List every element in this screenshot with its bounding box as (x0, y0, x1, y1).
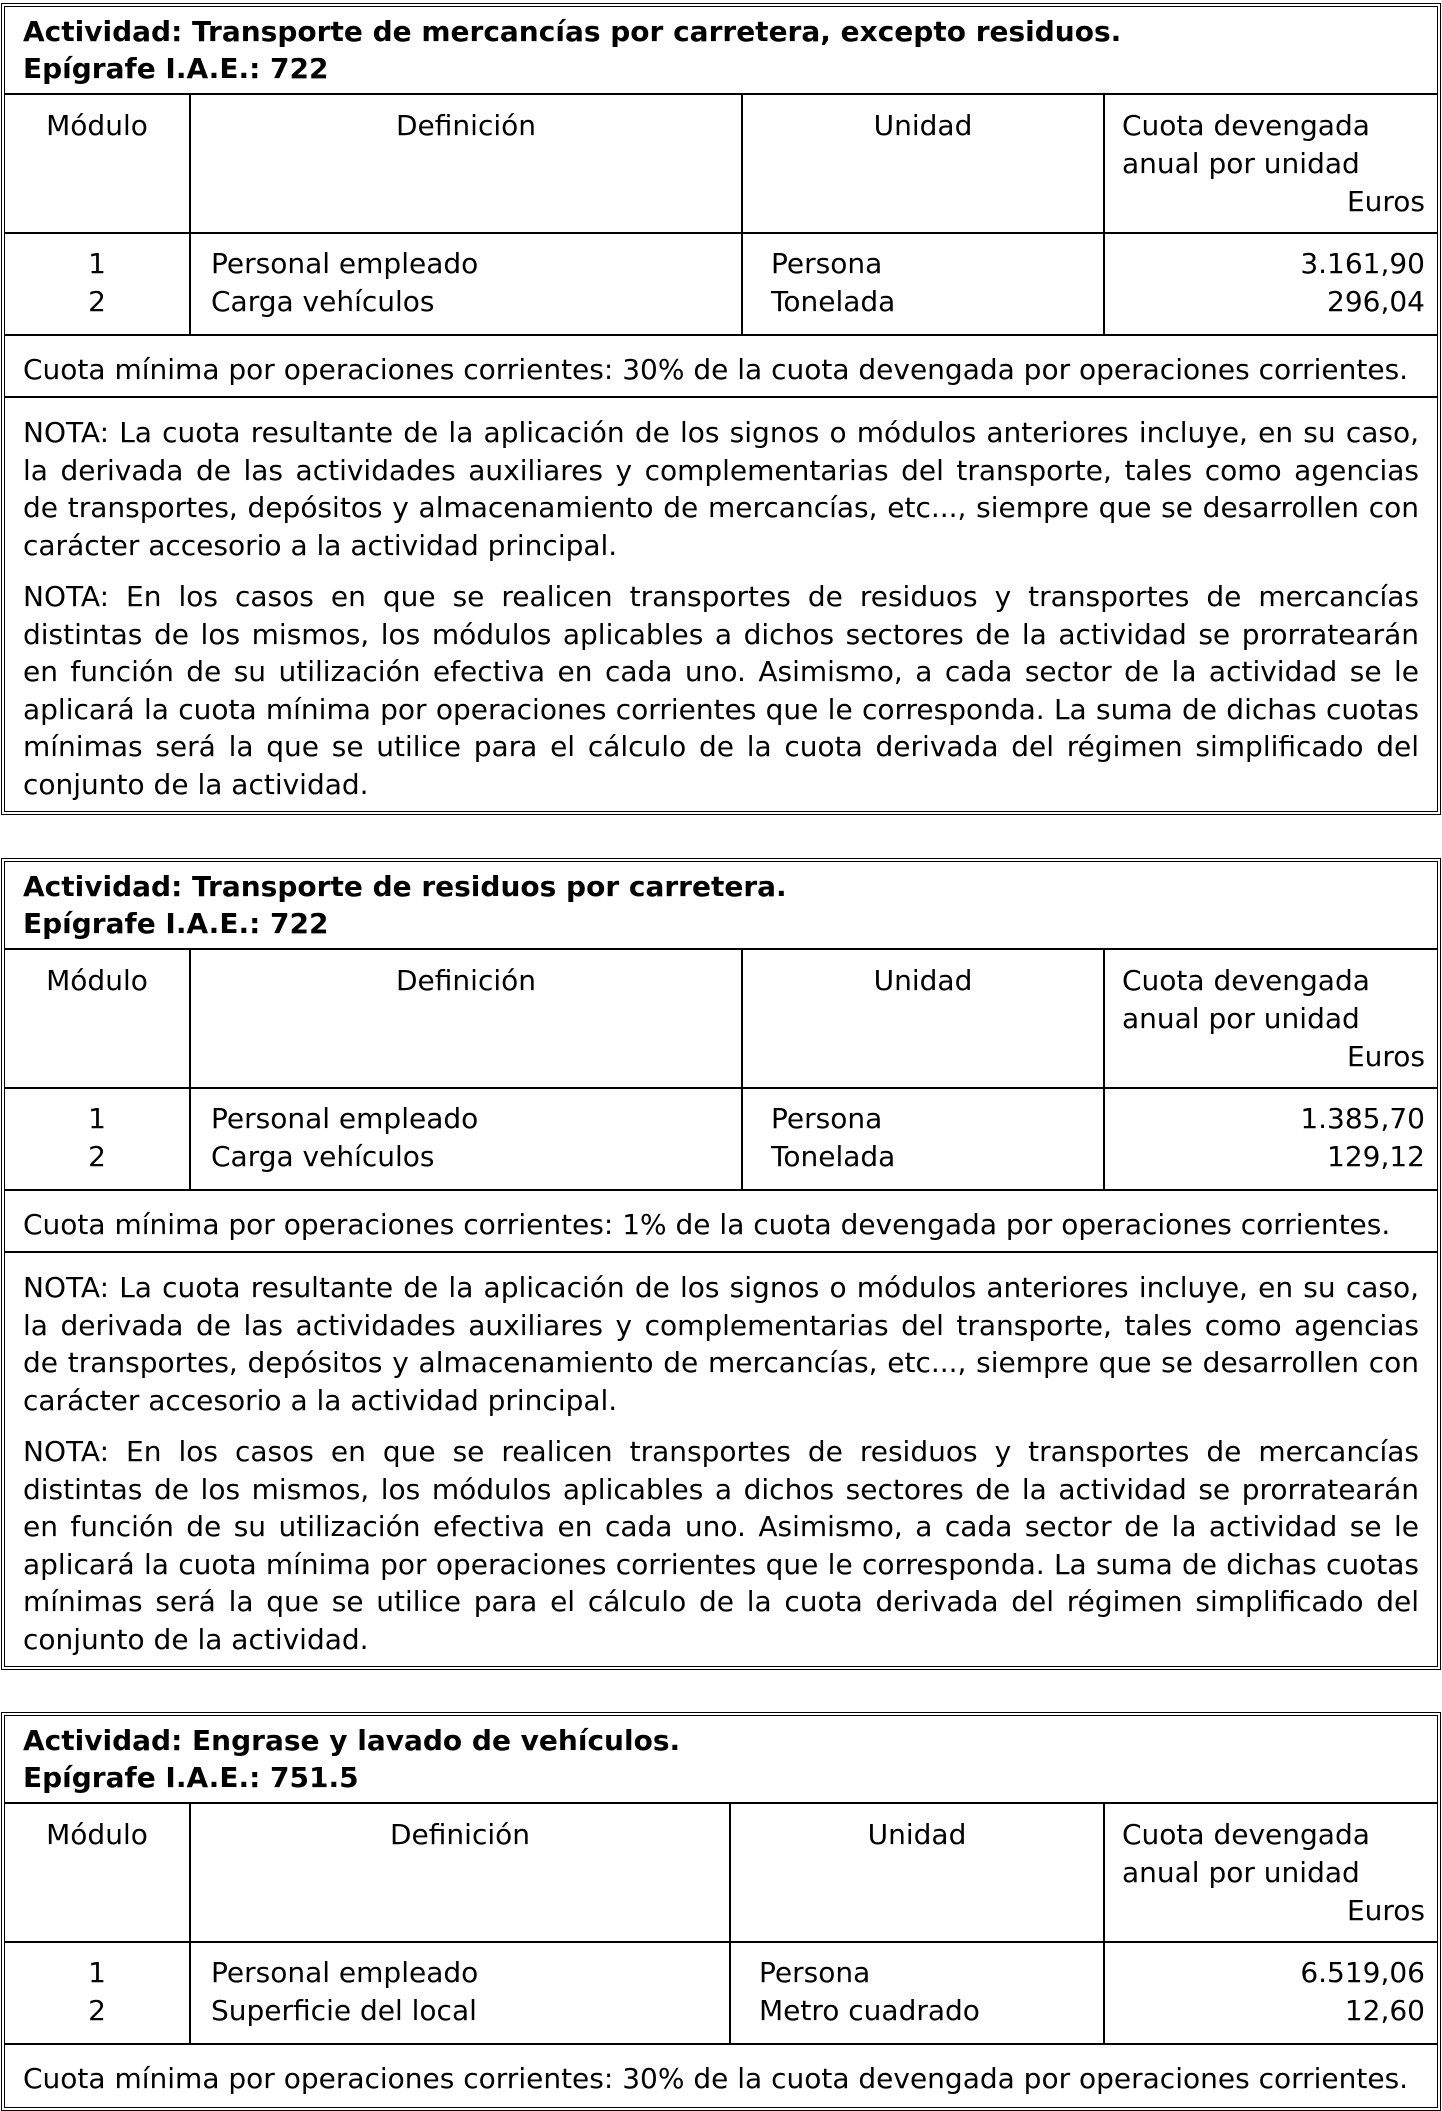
header-unidad: Unidad (743, 950, 1105, 1087)
notes (5, 398, 1437, 811)
unidad-value: Tonelada (771, 1140, 896, 1173)
definicion-value: Carga vehículos (211, 1140, 435, 1173)
activity-table-2 (1, 858, 1441, 1670)
modulo-column (5, 234, 191, 334)
header-cuota-line2: anual por unidad (1122, 147, 1360, 180)
activity-title: Actividad: Transporte de residuos por carretera. (23, 870, 787, 903)
modulo-value: 2 (88, 1140, 106, 1173)
activity-header (5, 862, 1437, 950)
header-unidad: Unidad (731, 1804, 1105, 1941)
activity-table-1 (1, 3, 1441, 815)
note-paragraph: NOTA: La cuota resultante de la aplicación de los signos o módulos anteriores incluye, en su caso, la derivada de las actividades auxiliares y complementarias del transporte, tales como agencias de transportes, depósitos y almacenamiento de mercancías, etc..., siempre que se desarrollen con carácter accesorio a la actividad principal. (23, 416, 1419, 562)
header-modulo: Módulo (5, 1804, 191, 1941)
definicion-value: Superficie del local (211, 1994, 477, 2027)
header-cuota-units: Euros (1346, 1894, 1425, 1927)
header-cuota-line1: Cuota devengada (1122, 964, 1370, 997)
column-headers (5, 1804, 1437, 1943)
header-definicion: Definición (191, 950, 743, 1087)
definicion-value: Personal empleado (211, 1956, 479, 1989)
header-cuota (1105, 95, 1437, 232)
unidad-value: Metro cuadrado (759, 1994, 980, 2027)
header-definicion: Definición (191, 95, 743, 232)
header-cuota-line2: anual por unidad (1122, 1002, 1360, 1035)
cuota-value: 6.519,06 (1300, 1956, 1425, 1989)
module-rows (5, 1943, 1437, 2045)
cuota-column (1105, 1943, 1437, 2043)
definicion-value: Personal empleado (211, 1102, 479, 1135)
notes (5, 1253, 1437, 1666)
modulo-column (5, 1943, 191, 2043)
header-cuota (1105, 950, 1437, 1087)
iae-epigraph: Epígrafe I.A.E.: 722 (23, 907, 329, 940)
header-cuota-line1: Cuota devengada (1122, 1818, 1370, 1851)
unidad-value: Tonelada (771, 285, 896, 318)
header-cuota-line1: Cuota devengada (1122, 109, 1370, 142)
cuota-value: 296,04 (1327, 285, 1425, 318)
cuota-column (1105, 234, 1437, 334)
module-rows (5, 234, 1437, 336)
cuota-value: 129,12 (1327, 1140, 1425, 1173)
unidad-value: Persona (759, 1956, 871, 1989)
header-modulo: Módulo (5, 95, 191, 232)
modulo-value: 2 (88, 1994, 106, 2027)
modulo-column (5, 1089, 191, 1189)
cuota-column (1105, 1089, 1437, 1189)
note-paragraph: NOTA: En los casos en que se realicen transportes de residuos y transportes de mercancías distintas de los mismos, los módulos aplicables a dichos sectores de la actividad se prorratearán en función de su utilización efectiva en cada uno. Asimismo, a cada sector de la actividad se le aplicará la cuota mínima por operaciones corrientes que le corresponda. La suma de dichas cuotas mínimas será la que se utilice para el cálculo de la cuota derivada del régimen simplificado del conjunto de la actividad. (23, 580, 1419, 801)
activity-title: Actividad: Transporte de mercancías por carretera, excepto residuos. (23, 15, 1122, 48)
header-modulo: Módulo (5, 950, 191, 1087)
header-definicion: Definición (191, 1804, 731, 1941)
modulo-value: 2 (88, 285, 106, 318)
header-cuota-line2: anual por unidad (1122, 1856, 1360, 1889)
activity-header (5, 1716, 1437, 1804)
cuota-value: 1.385,70 (1300, 1102, 1425, 1135)
iae-epigraph: Epígrafe I.A.E.: 722 (23, 52, 329, 85)
column-headers (5, 95, 1437, 234)
modulo-value: 1 (88, 1956, 106, 1989)
header-cuota (1105, 1804, 1437, 1941)
unidad-value: Persona (771, 1102, 883, 1135)
definicion-value: Personal empleado (211, 247, 479, 280)
cuota-value: 3.161,90 (1300, 247, 1425, 280)
note-paragraph: NOTA: En los casos en que se realicen transportes de residuos y transportes de mercancías distintas de los mismos, los módulos aplicables a dichos sectores de la actividad se prorratearán en función de su utilización efectiva en cada uno. Asimismo, a cada sector de la actividad se le aplicará la cuota mínima por operaciones corrientes que le corresponda. La suma de dichas cuotas mínimas será la que se utilice para el cálculo de la cuota derivada del régimen simplificado del conjunto de la actividad. (23, 1435, 1419, 1656)
activity-header (5, 7, 1437, 95)
unidad-column (743, 1089, 1105, 1189)
unidad-column (743, 234, 1105, 334)
header-cuota-units: Euros (1346, 185, 1425, 218)
column-headers (5, 950, 1437, 1089)
cuota-minima: Cuota mínima por operaciones corrientes: 30% de la cuota devengada por operaciones corrientes. (23, 2062, 1409, 2095)
activity-table-3 (1, 1712, 1441, 2111)
cuota-value: 12,60 (1344, 1994, 1425, 2027)
module-rows (5, 1089, 1437, 1191)
cuota-minima: Cuota mínima por operaciones corrientes: 1% de la cuota devengada por operaciones corrientes. (5, 1191, 1437, 1253)
activity-title: Actividad: Engrase y lavado de vehículos. (23, 1724, 681, 1757)
modulo-value: 1 (88, 1102, 106, 1135)
header-cuota-units: Euros (1346, 1040, 1425, 1073)
definicion-column (191, 1943, 731, 2043)
unidad-value: Persona (771, 247, 883, 280)
definicion-column (191, 234, 743, 334)
iae-epigraph: Epígrafe I.A.E.: 751.5 (23, 1761, 359, 1794)
modulo-value: 1 (88, 247, 106, 280)
note-paragraph: NOTA: La cuota resultante de la aplicación de los signos o módulos anteriores incluye, en su caso, la derivada de las actividades auxiliares y complementarias del transporte, tales como agencias de transportes, depósitos y almacenamiento de mercancías, etc..., siempre que se desarrollen con carácter accesorio a la actividad principal. (23, 1271, 1419, 1417)
cuota-minima: Cuota mínima por operaciones corrientes: 30% de la cuota devengada por operaciones corrientes. (5, 336, 1437, 398)
unidad-column (731, 1943, 1105, 2043)
definicion-column (191, 1089, 743, 1189)
definicion-value: Carga vehículos (211, 285, 435, 318)
header-unidad: Unidad (743, 95, 1105, 232)
